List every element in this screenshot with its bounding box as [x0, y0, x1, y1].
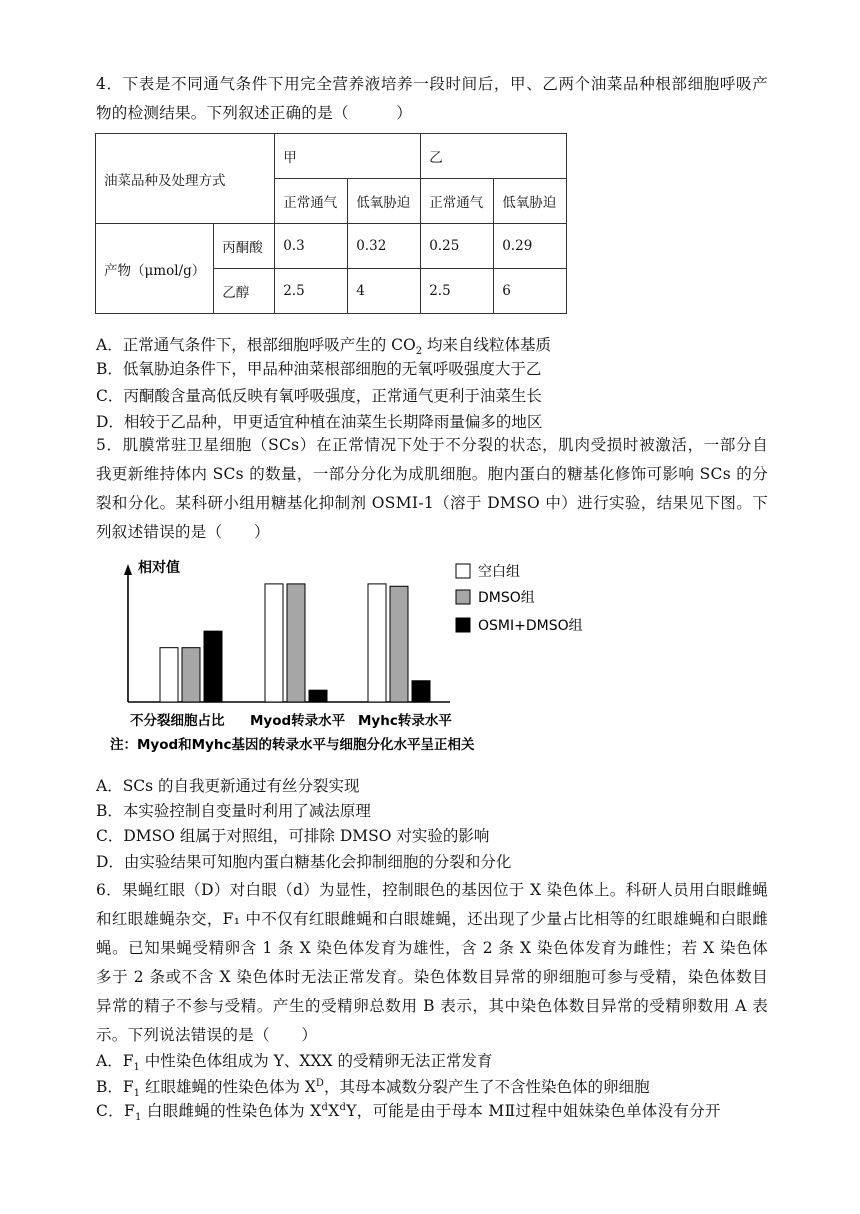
bar — [265, 584, 283, 702]
q5-option-a: A．SCs 的自我更新通过有丝分裂实现 — [96, 777, 360, 795]
table-cell: 2.5 — [421, 269, 494, 314]
table-cell: 0.3 — [275, 224, 348, 269]
q4-option-a: A．正常通气条件下，根部细胞呼吸产生的 $CO_2$ 均来自线粒体基质 — [96, 336, 552, 358]
chart-bars — [160, 584, 430, 702]
table-subheader: 正常通气 — [275, 179, 348, 224]
respiration-table — [95, 133, 567, 314]
table-subheader: 正常通气 — [421, 179, 494, 224]
table-cell: 4 — [348, 269, 421, 314]
table-subheader: 低氧胁迫 — [348, 179, 421, 224]
q4-option-c: C．丙酮酸含量高低反映有氧呼吸强度，正常通气更利于油菜生长 — [96, 387, 542, 405]
bar — [390, 586, 408, 702]
legend-label: 空白组 — [478, 564, 520, 580]
legend-label: OSMI+DMSO组 — [478, 618, 583, 634]
bar — [204, 631, 222, 702]
chart-category-label: Myhc转录水平 — [358, 713, 452, 729]
q4-option-b: B．低氧胁迫条件下，甲品种油菜根部细胞的无氧呼吸强度大于乙 — [96, 360, 542, 378]
bar — [160, 648, 178, 702]
table-cell: 0.32 — [348, 224, 421, 269]
q5-option-c: C．DMSO 组属于对照组，可排除 DMSO 对实验的影响 — [96, 827, 490, 845]
chart-category-label: 不分裂细胞占比 — [130, 713, 225, 729]
q5-stem: 5．肌膜常驻卫星细胞（SCs）在正常情况下处于不分裂的状态，肌肉受损时被激活，一部分自我更新维持体内 SCs 的数量，一部分分化为成肌细胞。胞内蛋白的糖基化修饰可影响 SCs 的分裂和分化。某科研小组用糖基化抑制剂 OSMI-1（溶于 DMSO 中）进行实验，结果见下图。下列叙述错误的是（ ） — [96, 436, 768, 541]
table-header-left: 油菜品种及处理方式 — [96, 134, 275, 224]
legend-swatch — [456, 564, 470, 578]
bar — [287, 584, 305, 702]
legend-swatch — [456, 618, 470, 632]
chart-legend — [456, 563, 583, 634]
bar — [368, 584, 386, 702]
bar — [309, 690, 327, 702]
bar — [412, 681, 430, 702]
bar-chart — [110, 552, 610, 752]
q6-stem: 6．果蝇红眼（D）对白眼（d）为显性，控制眼色的基因位于 X 染色体上。科研人员用白眼雌蝇和红眼雄蝇杂交，F₁ 中不仅有红眼雌蝇和白眼雄蝇，还出现了少量占比相等的红眼雄蝇和白眼雌蝇。已知果蝇受精卵含 1 条 X 染色体发育为雄性，含 2 条 X 染色体发育为雌性；若 X 染色体多于 2 条或不含 X 染色体时无法正常发育。染色体数目异常的卵细胞可参与受精，染色体数目异常的精子不参与受精。产生的受精卵总数用 B 表示，其中染色体数目异常的受精卵数用 A 表示。下列说法错误的是（ ） — [96, 881, 768, 1044]
table-row-name: 丙酮酸 — [214, 224, 275, 269]
q6-option-b: B．$F_1$ 红眼雄蝇的性染色体为 $X^D$，其母本减数分裂产生了不含性染色体的卵细胞 — [96, 1077, 650, 1100]
q5-option-d: D．由实验结果可知胞内蛋白糖基化会抑制细胞的分裂和分化 — [96, 853, 512, 871]
table-subheader: 低氧胁迫 — [494, 179, 567, 224]
bar — [182, 648, 200, 702]
table-header-variety-b: 乙 — [421, 134, 567, 179]
q6-option-c: C．$F_1$ 白眼雌蝇的性染色体为 $X^dX^dY$，可能是由于母本 MⅡ过程中姐妹染色单体没有分开 — [96, 1101, 721, 1124]
table-cell: 0.25 — [421, 224, 494, 269]
q4-stem: 4．下表是不同通气条件下用完全营养液培养一段时间后，甲、乙两个油菜品种根部细胞呼吸产物的检测结果。下列叙述正确的是（ ） — [96, 75, 768, 122]
table-header-variety-a: 甲 — [275, 134, 421, 179]
q6-option-a: A．$F_1$ 中性染色体组成为 Y、XXX 的受精卵无法正常发育 — [96, 1052, 493, 1074]
legend-swatch — [456, 590, 470, 604]
table-cell: 2.5 — [275, 269, 348, 314]
table-cell: 6 — [494, 269, 567, 314]
chart-category-label: Myod转录水平 — [250, 713, 346, 729]
table-cell: 0.29 — [494, 224, 567, 269]
q5-option-b: B．本实验控制自变量时利用了减法原理 — [96, 802, 371, 820]
q4-option-d: D．相较于乙品种，甲更适宜种植在油菜生长期降雨量偏多的地区 — [96, 413, 543, 431]
table-product-label: 产物（μmol/g） — [96, 224, 214, 314]
chart-ylabel: 相对值 — [138, 560, 180, 576]
chart-note: 注：Myod和Myhc基因的转录水平与细胞分化水平呈正相关 — [110, 737, 475, 752]
legend-label: DMSO组 — [478, 590, 535, 606]
y-axis-arrow — [124, 564, 132, 575]
table-row-name: 乙醇 — [214, 269, 275, 314]
